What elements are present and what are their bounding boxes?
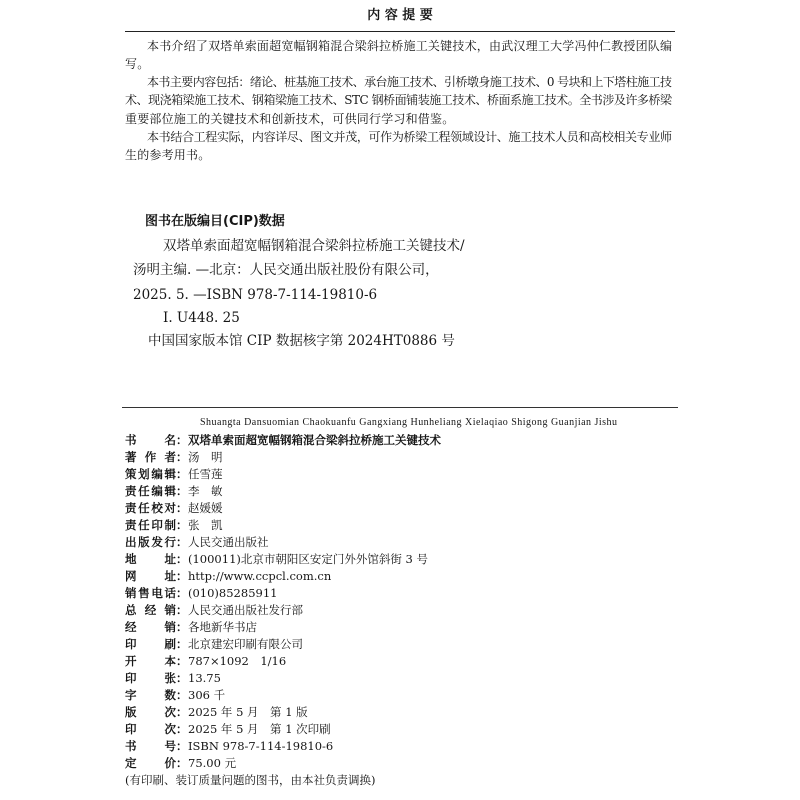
colophon-separator: ： xyxy=(176,517,188,532)
colophon-label: 字 数 xyxy=(125,687,176,702)
colophon-row-proofreader xyxy=(125,500,685,517)
colophon-label: 责任印制 xyxy=(125,517,176,532)
colophon-row-editor xyxy=(125,483,685,500)
colophon-value: 306 千 xyxy=(188,687,226,702)
pinyin-title xyxy=(200,416,618,430)
summary-line-text: 本书结合工程实际，内容详尽、图文并茂，可作为桥梁工程领域设计、施工技术人员和高校相关专业师 xyxy=(147,129,672,144)
colophon-row-distributor xyxy=(125,619,685,636)
colophon-label: 定 价 xyxy=(125,755,176,770)
colophon-value: 75.00 元 xyxy=(188,755,237,770)
colophon-value: 汤 明 xyxy=(188,449,223,464)
summary-line-text: 本书主要内容包括：绪论、桩基施工技术、承台施工技术、引桥墩身施工技术、0 号块和上下塔柱施工技 xyxy=(147,75,672,90)
colophon-label: 出版发行 xyxy=(125,534,176,549)
colophon-label: 销售电话 xyxy=(125,585,176,600)
cip-line: 汤明主编. —北京：人民交通出版社股份有限公司， xyxy=(133,262,439,278)
title-divider xyxy=(125,31,675,32)
colophon-label: 策划编辑 xyxy=(125,466,176,481)
colophon-value: 人民交通出版社 xyxy=(188,534,269,549)
colophon-row-printing xyxy=(125,721,685,738)
colophon-label: 著 作 者 xyxy=(125,449,176,464)
summary-line xyxy=(125,146,685,164)
colophon-row-format xyxy=(125,653,685,670)
colophon-value: 李 敏 xyxy=(188,483,223,498)
colophon-label: 地 址 xyxy=(125,551,176,566)
colophon-value: (100011)北京市朝阳区安定门外外馆斜街 3 号 xyxy=(188,551,428,566)
colophon-value: http://www.ccpcl.com.cn xyxy=(188,568,332,583)
colophon-divider xyxy=(122,407,678,408)
summary-line-text: 术、现浇箱梁施工技术、钢箱梁施工技术、STC 钢桥面铺装施工技术、桥面系施工技术。全书涉及许多桥梁 xyxy=(125,93,672,108)
colophon-row-printer xyxy=(125,636,685,653)
colophon-value: 787×1092 1/16 xyxy=(188,653,287,668)
colophon-label: 责任校对 xyxy=(125,500,176,515)
colophon-separator: ： xyxy=(176,585,188,600)
colophon-row-website xyxy=(125,568,685,585)
colophon-value: 人民交通出版社发行部 xyxy=(188,602,303,617)
colophon-label: 印 张 xyxy=(125,670,176,685)
cip-line: Ⅰ. U448. 25 xyxy=(163,310,240,326)
colophon-label: 经 销 xyxy=(125,619,176,634)
colophon-row-edition xyxy=(125,704,685,721)
summary-line xyxy=(125,37,685,55)
colophon-row-print-supervisor xyxy=(125,517,685,534)
summary-line-text: 写。 xyxy=(125,57,150,72)
colophon-separator: ： xyxy=(176,500,188,515)
colophon-separator: ： xyxy=(176,704,188,719)
colophon-value: 北京建宏印刷有限公司 xyxy=(188,636,303,651)
cip-line: 2025. 5. —ISBN 978-7-114-19810-6 xyxy=(133,287,378,303)
colophon-label: 印 刷 xyxy=(125,636,176,651)
summary-text xyxy=(125,37,685,164)
colophon-row-author xyxy=(125,449,685,466)
colophon-separator: ： xyxy=(176,551,188,566)
summary-line xyxy=(125,91,685,109)
cip-heading: 图书在版编目(CIP)数据 xyxy=(145,214,285,229)
colophon-value: (010)85285911 xyxy=(188,585,278,600)
colophon-row-word-count xyxy=(125,687,685,704)
colophon-row-planning-editor xyxy=(125,466,685,483)
colophon-label: 书 名 xyxy=(125,432,176,447)
colophon-separator: ： xyxy=(176,568,188,583)
colophon-separator: ： xyxy=(176,721,188,736)
summary-line xyxy=(125,73,685,91)
colophon-separator: ： xyxy=(176,534,188,549)
summary-line xyxy=(125,128,685,146)
colophon-row-title xyxy=(125,432,685,449)
colophon-separator: ： xyxy=(176,755,188,770)
colophon-value: 2025 年 5 月 第 1 次印刷 xyxy=(188,721,331,736)
colophon-value: 任雪莲 xyxy=(188,466,223,481)
colophon-label: 版 次 xyxy=(125,704,176,719)
colophon-row-publisher xyxy=(125,534,685,551)
colophon-row-sheets xyxy=(125,670,685,687)
colophon-row-general-distributor xyxy=(125,602,685,619)
summary-line-text: 本书介绍了双塔单索面超宽幅钢箱混合梁斜拉桥施工关键技术，由武汉理工大学冯仲仁教授团队编 xyxy=(147,38,673,53)
colophon-label: 开 本 xyxy=(125,653,176,668)
colophon-note: (有印刷、装订质量问题的图书，由本社负责调换) xyxy=(125,772,376,787)
colophon-row-sales-phone xyxy=(125,585,685,602)
colophon-row-price xyxy=(125,755,685,772)
colophon-label: 印 次 xyxy=(125,721,176,736)
colophon-value: 13.75 xyxy=(188,670,221,685)
pinyin-title-text: Shuangta Dansuomian Chaokuanfu Gangxiang Hunheliang Xielaqiao Shigong Guanjian Jishu xyxy=(200,417,618,428)
colophon-value: 2025 年 5 月 第 1 版 xyxy=(188,704,308,719)
colophon-value: ISBN 978-7-114-19810-6 xyxy=(188,738,334,753)
colophon-row-isbn xyxy=(125,738,685,755)
colophon-separator: ： xyxy=(176,466,188,481)
colophon-label: 网 址 xyxy=(125,568,176,583)
colophon xyxy=(125,432,685,789)
colophon-separator: ： xyxy=(176,449,188,464)
colophon-value: 赵媛媛 xyxy=(188,500,223,515)
colophon-label: 总 经 销 xyxy=(125,602,176,617)
colophon-separator: ： xyxy=(176,483,188,498)
summary-line xyxy=(125,110,685,128)
colophon-label: 书 号 xyxy=(125,738,176,753)
summary-line-text: 生的参考用书。 xyxy=(125,148,211,163)
colophon-separator: ： xyxy=(176,619,188,634)
colophon-separator: ： xyxy=(176,653,188,668)
colophon-separator: ： xyxy=(176,738,188,753)
colophon-separator: ： xyxy=(176,602,188,617)
colophon-separator: ： xyxy=(176,432,188,447)
colophon-row-address xyxy=(125,551,685,568)
cip-line: 中国国家版本馆 CIP 数据核字第 2024HT0886 号 xyxy=(148,333,455,349)
colophon-value: 各地新华书店 xyxy=(188,619,257,634)
colophon-separator: ： xyxy=(176,687,188,702)
colophon-value: 张 凯 xyxy=(188,517,223,532)
summary-title: 内 容 提 要 xyxy=(367,8,433,23)
summary-line-text: 重要部位施工的关键技术和创新技术，可供同行学习和借鉴。 xyxy=(125,111,455,126)
cip-line: 双塔单索面超宽幅钢箱混合梁斜拉桥施工关键技术/ xyxy=(163,238,465,254)
summary-line xyxy=(125,55,685,73)
colophon-separator: ： xyxy=(176,670,188,685)
colophon-value: 双塔单索面超宽幅钢箱混合梁斜拉桥施工关键技术 xyxy=(188,432,441,447)
colophon-separator: ： xyxy=(176,636,188,651)
colophon-label: 责任编辑 xyxy=(125,483,176,498)
